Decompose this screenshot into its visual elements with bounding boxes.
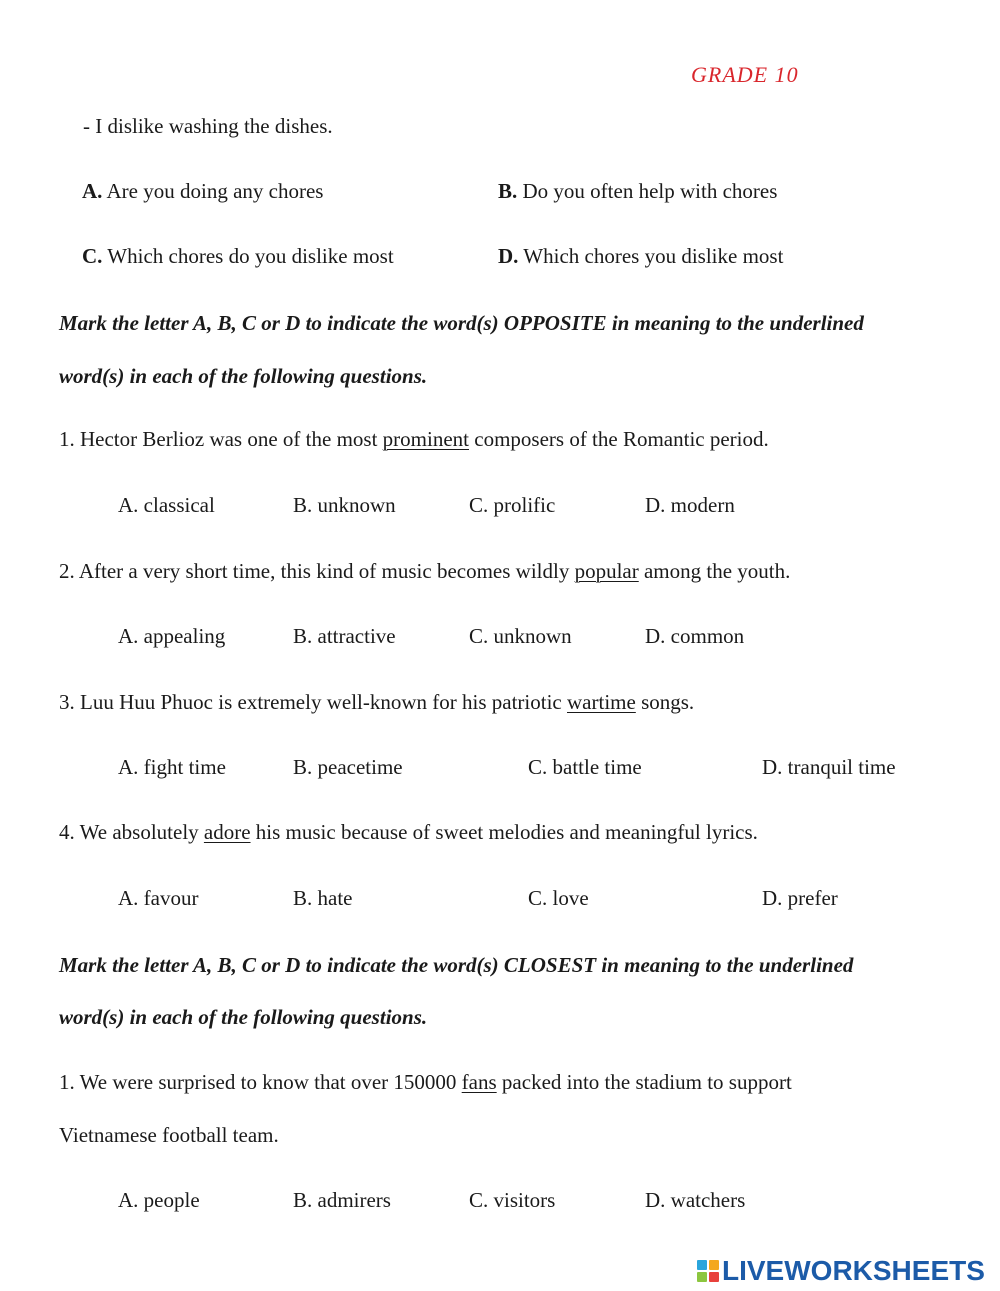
q1-option-d[interactable]: D. modern: [645, 493, 735, 517]
grade-label: GRADE 10: [691, 62, 799, 87]
logo-text: LIVEWORKSHEETS: [722, 1255, 985, 1286]
option-text: Which chores you dislike most: [518, 244, 784, 268]
option-letter: D.: [498, 244, 519, 268]
question-text: 1. We were surprised to know that over 150000: [59, 1070, 462, 1094]
q1-option-b[interactable]: B. unknown: [293, 493, 396, 517]
q3-option-b[interactable]: B. peacetime: [293, 755, 403, 779]
c1-option-b[interactable]: B. admirers: [293, 1188, 391, 1212]
question-text: songs.: [635, 690, 695, 714]
logo-blocks-icon: [697, 1260, 719, 1282]
underlined-word: adore: [203, 820, 251, 844]
question-text: 1. Hector Berlioz was one of the most: [59, 427, 383, 451]
top-option-a[interactable]: [82, 181, 323, 202]
question-opposite-1: [59, 429, 769, 450]
top-option-b[interactable]: [498, 181, 777, 202]
q1-option-c[interactable]: C. prolific: [469, 493, 556, 517]
q2-option-b[interactable]: B. attractive: [293, 624, 396, 648]
question-opposite-3: [59, 692, 694, 713]
option-letter: C.: [82, 244, 103, 268]
question-opposite-2: [59, 561, 790, 582]
instruction-opposite-line1: Mark the letter A, B, C or D to indicate the word(s) OPPOSITE in meaning to the underlined: [59, 311, 864, 335]
question-text: composers of the Romantic period.: [469, 427, 769, 451]
top-option-c[interactable]: [82, 246, 394, 267]
q4-option-c[interactable]: C. love: [528, 886, 589, 910]
instruction-opposite-line2: word(s) in each of the following questions.: [59, 364, 428, 388]
q4-option-d[interactable]: D. prefer: [762, 886, 838, 910]
question-text: packed into the stadium to support: [496, 1070, 792, 1094]
q4-option-b[interactable]: B. hate: [293, 886, 353, 910]
underlined-word: wartime: [567, 690, 636, 714]
option-text: Do you often help with chores: [517, 179, 778, 203]
top-option-d[interactable]: [498, 246, 783, 267]
question-closest-1: [59, 1072, 792, 1093]
instruction-closest-line2: word(s) in each of the following questions.: [59, 1005, 428, 1029]
liveworksheets-logo: [697, 1254, 985, 1288]
q1-option-a[interactable]: A. classical: [118, 493, 215, 517]
c1-option-c[interactable]: C. visitors: [469, 1188, 556, 1212]
q3-option-c[interactable]: C. battle time: [528, 755, 642, 779]
question-text: 4. We absolutely: [59, 820, 204, 844]
option-letter: B.: [498, 179, 518, 203]
q3-option-d[interactable]: D. tranquil time: [762, 755, 896, 779]
q3-option-a[interactable]: A. fight time: [118, 755, 226, 779]
instruction-closest-line1: Mark the letter A, B, C or D to indicate the word(s) CLOSEST in meaning to the underlined: [59, 953, 854, 977]
underlined-word: prominent: [382, 427, 469, 451]
question-text: 3. Luu Huu Phuoc is extremely well-known for his patriotic: [59, 690, 567, 714]
question-text: among the youth.: [638, 559, 791, 583]
underlined-word: popular: [574, 559, 639, 583]
c1-option-d[interactable]: D. watchers: [645, 1188, 746, 1212]
option-letter: A.: [82, 179, 103, 203]
underlined-word: fans: [461, 1070, 497, 1094]
option-text: Are you doing any chores: [102, 179, 324, 203]
q2-option-c[interactable]: C. unknown: [469, 624, 572, 648]
c1-option-a[interactable]: A. people: [118, 1188, 200, 1212]
question-opposite-4: [59, 822, 758, 843]
question-closest-1-continuation: Vietnamese football team.: [59, 1123, 279, 1147]
option-text: Which chores do you dislike most: [102, 244, 394, 268]
q2-option-d[interactable]: D. common: [645, 624, 745, 648]
question-text: his music because of sweet melodies and meaningful lyrics.: [250, 820, 758, 844]
question-text: 2. After a very short time, this kind of music becomes wildly: [59, 559, 575, 583]
dialogue-response: - I dislike washing the dishes.: [83, 114, 333, 138]
q4-option-a[interactable]: A. favour: [118, 886, 199, 910]
q2-option-a[interactable]: A. appealing: [118, 624, 226, 648]
